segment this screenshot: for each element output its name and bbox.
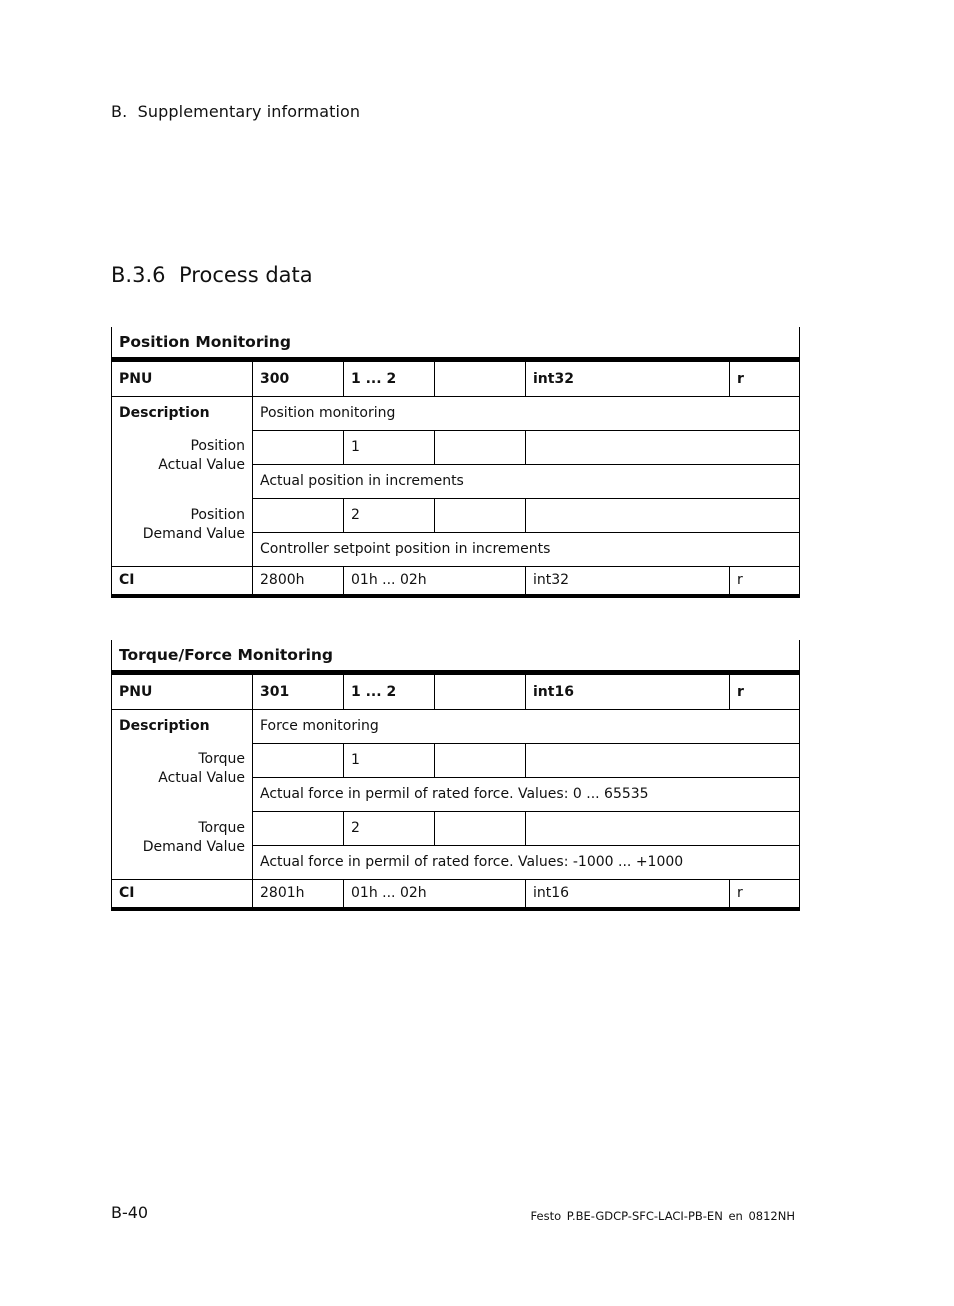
- entry-index: 2: [344, 811, 435, 845]
- entry-empty: [253, 498, 344, 532]
- pnu-number: 300: [253, 359, 344, 396]
- description-text: Force monitoring: [253, 709, 800, 743]
- pnu-subindex: 1 ... 2: [344, 672, 435, 709]
- entry-empty: [435, 430, 526, 464]
- pnu-empty: [435, 672, 526, 709]
- entry-empty: [526, 498, 800, 532]
- ci-access: r: [730, 879, 800, 909]
- entry-empty: [253, 811, 344, 845]
- pnu-row: [112, 359, 800, 396]
- entry-text: Actual force in permil of rated force. Values: -1000 ... +1000: [253, 845, 800, 879]
- chapter-letter: B.: [111, 102, 128, 121]
- entry-index-row: [112, 811, 800, 845]
- entry-label: Position Actual Value: [112, 430, 253, 498]
- position-monitoring-table: [111, 327, 800, 598]
- section-title: Process data: [179, 263, 313, 287]
- pnu-number: 301: [253, 672, 344, 709]
- ci-number: 2801h: [253, 879, 344, 909]
- ci-label: CI: [112, 566, 253, 596]
- entry-label: Torque Actual Value: [112, 743, 253, 811]
- torque-force-monitoring-table: [111, 640, 800, 911]
- chapter-title: Supplementary information: [137, 102, 361, 121]
- pnu-empty: [435, 359, 526, 396]
- ci-access: r: [730, 566, 800, 596]
- page-number: B-40: [111, 1203, 149, 1222]
- ci-row: [112, 879, 800, 909]
- entry-index: 2: [344, 498, 435, 532]
- entry-index: 1: [344, 743, 435, 777]
- entry-empty: [526, 811, 800, 845]
- entry-empty: [526, 743, 800, 777]
- entry-empty: [435, 811, 526, 845]
- ci-subindex: 01h ... 02h: [344, 566, 526, 596]
- description-row: [112, 709, 800, 743]
- ci-number: 2800h: [253, 566, 344, 596]
- running-header: [111, 102, 360, 121]
- pnu-type: int32: [526, 359, 730, 396]
- entry-text: Controller setpoint position in increments: [253, 532, 800, 566]
- pnu-access: r: [730, 359, 800, 396]
- entry-label: Position Demand Value: [112, 498, 253, 566]
- table-title: Torque/Force Monitoring: [112, 640, 800, 672]
- ci-subindex: 01h ... 02h: [344, 879, 526, 909]
- pnu-type: int16: [526, 672, 730, 709]
- entry-empty: [435, 743, 526, 777]
- section-number: B.3.6: [111, 263, 166, 287]
- description-text: Position monitoring: [253, 396, 800, 430]
- table-title: Position Monitoring: [112, 327, 800, 359]
- ci-type: int32: [526, 566, 730, 596]
- entry-index-row: [112, 743, 800, 777]
- pnu-subindex: 1 ... 2: [344, 359, 435, 396]
- document-id: Festo P.BE-GDCP-SFC-LACI-PB-EN en 0812NH: [530, 1209, 795, 1223]
- entry-index: 1: [344, 430, 435, 464]
- entry-empty: [253, 743, 344, 777]
- pnu-row: [112, 672, 800, 709]
- pnu-label: PNU: [112, 359, 253, 396]
- entry-label: Torque Demand Value: [112, 811, 253, 879]
- ci-row: [112, 566, 800, 596]
- section-heading: [111, 263, 313, 287]
- entry-empty: [435, 498, 526, 532]
- entry-index-row: [112, 430, 800, 464]
- entry-text: Actual force in permil of rated force. Values: 0 ... 65535: [253, 777, 800, 811]
- description-label: Description: [112, 396, 253, 430]
- entry-text: Actual position in increments: [253, 464, 800, 498]
- entry-index-row: [112, 498, 800, 532]
- pnu-access: r: [730, 672, 800, 709]
- pnu-label: PNU: [112, 672, 253, 709]
- description-row: [112, 396, 800, 430]
- entry-empty: [526, 430, 800, 464]
- entry-empty: [253, 430, 344, 464]
- description-label: Description: [112, 709, 253, 743]
- ci-type: int16: [526, 879, 730, 909]
- ci-label: CI: [112, 879, 253, 909]
